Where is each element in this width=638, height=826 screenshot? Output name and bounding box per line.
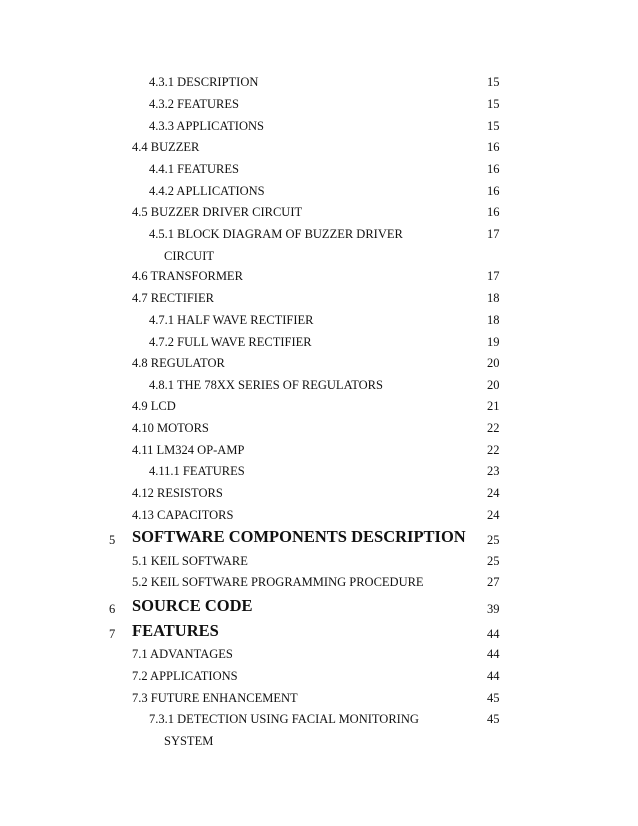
entry-title: 4.3.2 FEATURES	[149, 97, 239, 111]
page-number: 27	[487, 575, 500, 589]
entry-title: SYSTEM	[164, 734, 214, 748]
entry-title: 4.3.1 DESCRIPTION	[149, 75, 259, 89]
entry-title: 4.13 CAPACITORS	[132, 508, 234, 522]
chapter-title: SOURCE CODE	[132, 596, 253, 615]
entry-title: 5.2 KEIL SOFTWARE PROGRAMMING PROCEDURE	[132, 575, 424, 589]
entry-title: 4.7 RECTIFIER	[132, 291, 214, 305]
chapter-number: 5	[109, 533, 116, 547]
entry-title: 4.8 REGULATOR	[132, 356, 225, 370]
page-number: 45	[487, 691, 500, 705]
entry-title: 4.7.1 HALF WAVE RECTIFIER	[149, 313, 314, 327]
page-number: 44	[487, 669, 500, 683]
page-number: 44	[487, 647, 500, 661]
entry-title: 4.8.1 THE 78XX SERIES OF REGULATORS	[149, 378, 383, 392]
page-number: 16	[487, 205, 500, 219]
page-number: 23	[487, 464, 500, 478]
page-number: 15	[487, 75, 500, 89]
page-number: 17	[487, 227, 500, 241]
entry-title: 7.2 APPLICATIONS	[132, 669, 238, 683]
page-number: 15	[487, 97, 500, 111]
page-number: 18	[487, 313, 500, 327]
entry-title: 4.10 MOTORS	[132, 421, 209, 435]
page-number: 45	[487, 712, 500, 726]
entry-title: 4.3.3 APPLICATIONS	[149, 119, 264, 133]
page-number: 19	[487, 335, 500, 349]
entry-title: 4.4.1 FEATURES	[149, 162, 239, 176]
entry-title: 7.3.1 DETECTION USING FACIAL MONITORING	[149, 712, 419, 726]
entry-title: 4.4.2 APLLICATIONS	[149, 184, 265, 198]
page-number: 21	[487, 399, 500, 413]
entry-title: 7.3 FUTURE ENHANCEMENT	[132, 691, 298, 705]
page-number: 44	[487, 627, 500, 641]
page-number: 24	[487, 508, 500, 522]
page-number: 16	[487, 140, 500, 154]
chapter-title: FEATURES	[132, 621, 219, 640]
page-number: 18	[487, 291, 500, 305]
entry-title: 4.4 BUZZER	[132, 140, 200, 154]
entry-title: CIRCUIT	[164, 249, 214, 263]
page-number: 20	[487, 356, 500, 370]
page-number: 22	[487, 443, 500, 457]
page-number: 20	[487, 378, 500, 392]
page-number: 25	[487, 533, 500, 547]
page-number: 39	[487, 602, 500, 616]
page-number: 16	[487, 162, 500, 176]
page-number: 16	[487, 184, 500, 198]
chapter-title: SOFTWARE COMPONENTS DESCRIPTION	[132, 527, 466, 546]
entry-title: 7.1 ADVANTAGES	[132, 647, 233, 661]
chapter-number: 7	[109, 627, 116, 641]
entry-title: 4.12 RESISTORS	[132, 486, 223, 500]
page-number: 22	[487, 421, 500, 435]
entry-title: 4.6 TRANSFORMER	[132, 269, 243, 283]
entry-title: 5.1 KEIL SOFTWARE	[132, 554, 248, 568]
page-number: 15	[487, 119, 500, 133]
entry-title: 4.11.1 FEATURES	[149, 464, 245, 478]
page-number: 24	[487, 486, 500, 500]
page-number: 17	[487, 269, 500, 283]
chapter-number: 6	[109, 602, 116, 616]
entry-title: 4.11 LM324 OP-AMP	[132, 443, 245, 457]
entry-title: 4.7.2 FULL WAVE RECTIFIER	[149, 335, 312, 349]
entry-title: 4.9 LCD	[132, 399, 176, 413]
entry-title: 4.5 BUZZER DRIVER CIRCUIT	[132, 205, 303, 219]
entry-title: 4.5.1 BLOCK DIAGRAM OF BUZZER DRIVER	[149, 227, 403, 241]
page-number: 25	[487, 554, 500, 568]
